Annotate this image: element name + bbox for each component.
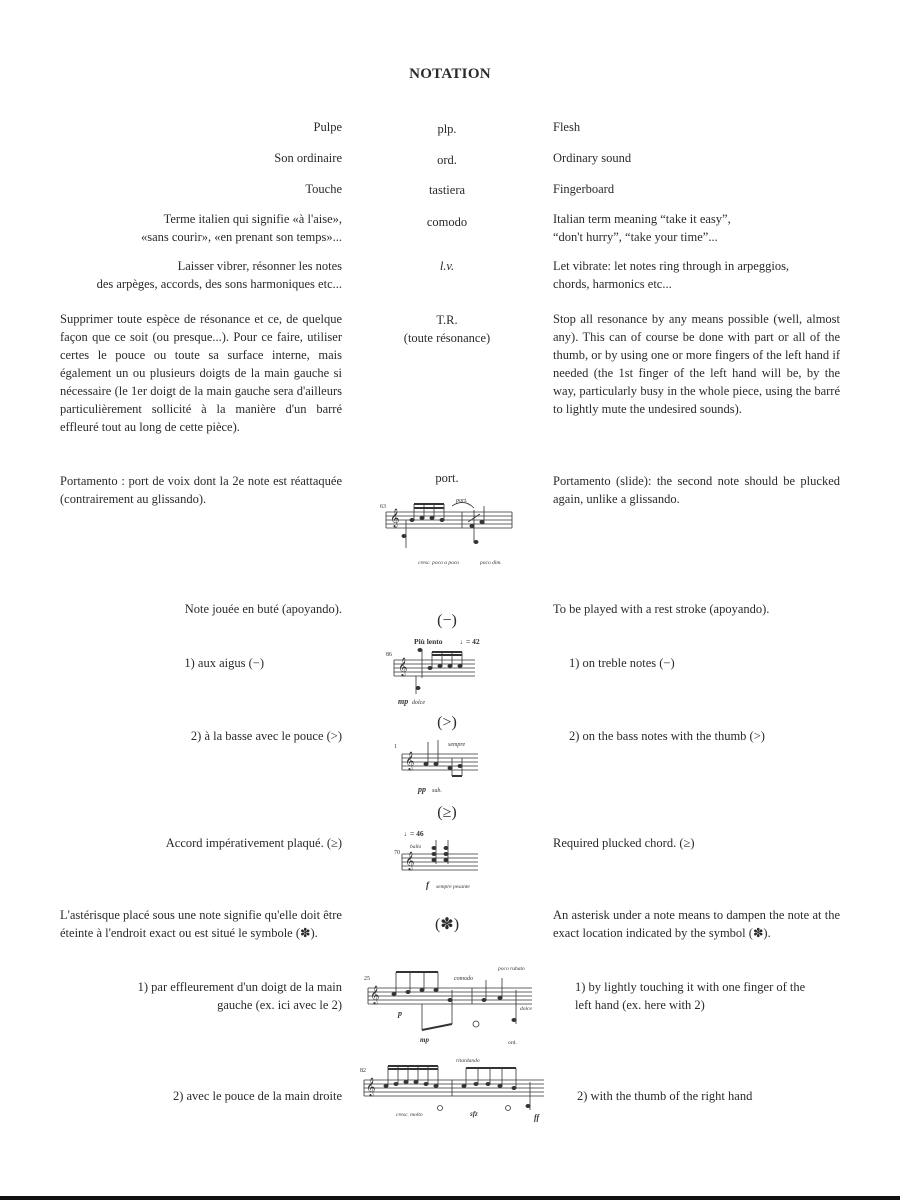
page-title: NOTATION [409,66,491,82]
finger-example-staff [362,960,542,1048]
page-bottom-edge [0,1196,900,1200]
treble-tempo: Più lento [414,637,443,646]
term-tr-line1: T.R. [436,313,458,327]
en-finger-line2: left hand (ex. here with 2) [575,998,705,1012]
bass-example-staff [392,734,492,798]
en-port: Portamento (slide): the second note should be plucked again, unlike a glissando. [553,474,840,506]
symbol-asterisk: (✽) [434,916,460,933]
symbol-bass-accent: (>) [437,714,457,731]
fr-finger-line1: 1) par effleurement d'un doigt de la main [137,980,342,994]
svg-text:𝄞: 𝄞 [366,1079,376,1096]
fr-lv [60,257,342,293]
svg-text:𝄞: 𝄞 [390,508,400,527]
finger-ord: ord. [508,1040,517,1046]
symbol-chord: (≥) [437,804,457,821]
en-treble: 1) on treble notes (−) [569,656,675,670]
en-chord: Required plucked chord. (≥) [553,836,695,850]
en-comodo-line2: “don't hurry”, “take your time”... [553,230,718,244]
fr-finger [60,978,342,1014]
fr-asterisk: L'astérisque placé sous une note signifie qu'elle doit être éteinte à l'endroit exact ou est situé le symbole (✽). [60,908,342,940]
svg-text:♩: ♩ [460,637,468,646]
finger-measure: 25 [364,976,370,982]
bass-expr2: sub. [432,788,442,794]
chord-text: ballo [410,844,422,850]
fr-pulpe: Pulpe [313,120,342,134]
fr-bass: 2) à la basse avec le pouce (>) [190,729,342,743]
port-example-label: port. [456,498,468,504]
chord-example-staff [392,824,492,894]
symbol-treble-dash: (−) [437,612,457,629]
treble-measure: 86 [386,652,392,658]
fr-lv-line1: Laisser vibrer, résonner les notes [177,259,342,273]
svg-text:𝄞: 𝄞 [405,853,415,870]
term-port: port. [435,471,459,485]
treble-example-staff [380,632,490,712]
chord-dynamic: f [426,880,429,890]
svg-text:𝄞: 𝄞 [398,659,408,676]
treble-expr: dolce [412,700,425,706]
fr-treble: 1) aux aigus (−) [184,656,264,670]
en-tr: Stop all resonance by any means possible (well, almost any). This can of course be done with part or all of the thumb, or by using one or more fingers of the left hand if needed (the 1st finger of the left hand will be, by the way, particularly busy in the whole piece, using the barré to lightly mute the undesired sounds). [553,312,840,416]
en-finger [575,978,840,1014]
chord-expr: sempre pesante [436,884,470,890]
port-example-measure: 63 [380,504,386,510]
bass-measure: 1 [394,744,397,750]
en-pulpe: Flesh [553,120,581,134]
fr-chord: Accord impérativement plaqué. (≥) [165,836,342,850]
fr-apoyando: Note jouée en buté (apoyando). [184,602,342,616]
thumb-dynamic-ff: ff [534,1113,540,1122]
svg-text:𝄞: 𝄞 [405,753,415,770]
port-example-dim: poco dim. [480,560,502,566]
fr-ord: Son ordinaire [274,151,342,165]
en-lv [553,257,840,293]
finger-dolce: dolce [520,1006,532,1012]
term-tastiera: tastiera [428,183,466,197]
thumb-cresc: cresc. molto [396,1112,423,1118]
term-plp: plp. [437,122,457,136]
fr-lv-line2: des arpèges, accords, des sons harmoniques etc... [96,277,342,291]
fr-finger-line2: gauche (ex. ici avec le 2) [217,998,342,1012]
finger-comodo: comodo [454,976,473,982]
en-comodo-line1: Italian term meaning “take it easy”, [553,212,731,226]
en-ord: Ordinary sound [553,151,632,165]
en-apoyando: To be played with a rest stroke (apoyando). [553,602,770,616]
chord-measure: 70 [394,850,400,856]
en-lv-line1: Let vibrate: let notes ring through in arpeggios, [553,259,790,273]
en-touche: Fingerboard [553,182,615,196]
term-lv: l.v. [439,259,455,273]
thumb-measure: 82 [360,1068,366,1074]
en-asterisk: An asterisk under a note means to dampen the note at the exact location indicated by the symbol (✽). [553,908,840,940]
term-comodo: comodo [426,215,468,229]
svg-text:𝄞: 𝄞 [370,987,380,1004]
en-bass: 2) on the bass notes with the thumb (>) [569,729,765,743]
en-thumb: 2) with the thumb of the right hand [577,1089,753,1103]
thumb-dynamic-sfz: sfz [470,1110,478,1118]
svg-text:♩: ♩ [404,829,412,838]
bass-dynamic: pp [418,785,426,794]
en-comodo [553,210,840,246]
term-tr-line2: (toute résonance) [403,331,491,345]
chord-mm: = 46 [410,829,424,838]
en-lv-line2: chords, harmonics etc... [553,277,672,291]
fr-comodo-line2: «sans courir», «en prenant son temps»... [140,230,342,244]
fr-port: Portamento : port de voix dont la 2e note est réattaquée (contrairement au glissando). [60,474,342,506]
thumb-ritardando: ritardando [456,1058,480,1064]
fr-tr: Supprimer toute espèce de résonance et ce, de quelque façon que ce soit (ou presque...). Pour ce faire, utiliser certes le pouce ou toute sa surface interne, mais également un ou plusieurs doigts de la main gauche si nécessaire (le 1er doigt de la main gauche sera d'ailleurs particulièrement sollicité à la manière d'un barré effleuré tout au long de cette pièce). [60,312,342,434]
treble-mm: = 42 [466,637,480,646]
en-finger-line1: 1) by lightly touching it with one finger of the [575,980,806,994]
fr-comodo-line1: Terme italien qui signifie «à l'aise», [163,212,342,226]
port-example-cresc: cresc. poco a poco [418,560,460,566]
port-example-staff [372,490,522,570]
fr-comodo [60,210,342,246]
term-tr [372,311,522,347]
bass-expr: sempre [448,742,466,748]
term-ord: ord. [437,153,457,167]
finger-poco: poco rubato [498,966,525,972]
finger-dynamic-p: p [398,1009,402,1018]
fr-touche: Touche [305,182,342,196]
finger-dynamic-mp: mp [420,1036,429,1044]
treble-dynamic: mp [398,697,409,706]
fr-thumb: 2) avec le pouce de la main droite [172,1089,342,1103]
thumb-example-staff [358,1058,554,1124]
